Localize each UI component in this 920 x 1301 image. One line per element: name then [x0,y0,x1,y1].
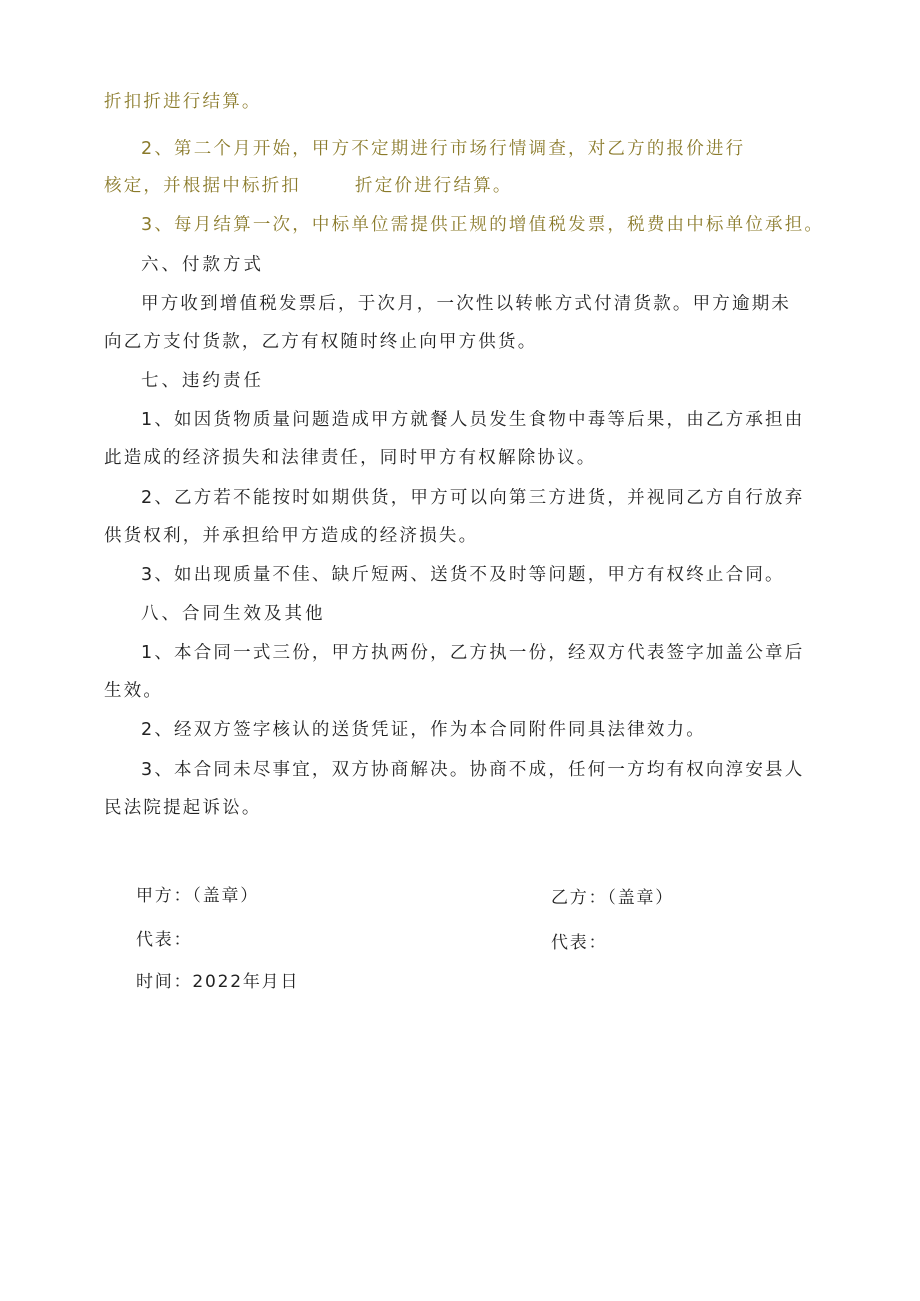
party-a-seal: 甲方：（盖章） [136,886,260,906]
breach-item-2: 2、乙方若不能按时如期供货，甲方可以向第三方进货，并视同乙方自行放弃 [141,488,805,508]
effect-item-3-cont: 民法院提起诉讼。 [104,798,262,818]
party-b-seal: 乙方：（盖章） [551,888,675,908]
breach-item-2-cont: 供货权利，并承担给甲方造成的经济损失。 [104,526,479,546]
payment-paragraph-cont: 向乙方支付货款，乙方有权随时终止向甲方供货。 [104,332,538,352]
settlement-item-2-cont-a: 核定，并根据中标折扣 [104,176,301,196]
settlement-item-3: 3、每月结算一次，中标单位需提供正规的增值税发票，税费由中标单位承担。 [141,215,825,235]
settlement-item-2: 2、第二个月开始，甲方不定期进行市场行情调查，对乙方的报价进行 [141,139,746,159]
breach-item-3: 3、如出现质量不佳、缺斤短两、送货不及时等问题，甲方有权终止合同。 [141,565,785,585]
settlement-item-2-cont-b: 折定价进行结算。 [355,176,513,196]
breach-item-1-cont: 此造成的经济损失和法律责任，同时甲方有权解除协议。 [104,448,597,468]
settlement-line: 折扣折进行结算。 [104,92,262,112]
effect-item-2: 2、经双方签字核认的送货凭证，作为本合同附件同具法律效力。 [141,720,706,740]
party-b-representative: 代表： [551,933,608,953]
section-heading-breach: 七、违约责任 [141,371,264,391]
party-a-representative: 代表： [136,930,193,950]
payment-paragraph: 甲方收到增值税发票后，于次月，一次性以转帐方式付清货款。甲方逾期未 [141,294,792,314]
breach-item-1: 1、如因货物质量问题造成甲方就餐人员发生食物中毒等后果，由乙方承担由 [141,410,805,430]
section-heading-payment: 六、付款方式 [141,255,264,275]
effect-item-3: 3、本合同未尽事宜，双方协商解决。协商不成，任何一方均有权向淳安县人 [141,760,805,780]
effect-item-1-cont: 生效。 [104,681,164,701]
section-heading-effect: 八、合同生效及其他 [141,604,326,624]
effect-item-1: 1、本合同一式三份，甲方执两份，乙方执一份，经双方代表签字加盖公章后 [141,643,805,663]
signing-date: 时间：2022年月日 [136,972,300,992]
